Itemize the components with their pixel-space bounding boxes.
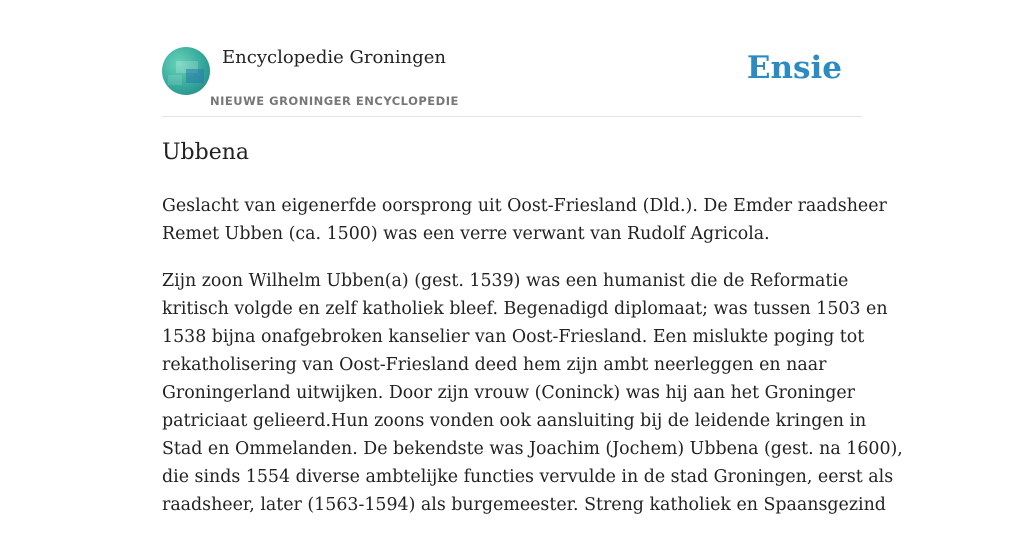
paragraph-line: patriciaat gelieerd.Hun zoons vonden ook aansluiting bij de leidende kringen in: [162, 411, 867, 431]
site-subtitle: NIEUWE GRONINGER ENCYCLOPEDIE: [210, 94, 459, 108]
site-header: [162, 0, 862, 117]
encyclopedie-groningen-logo-icon[interactable]: [162, 47, 210, 95]
page-title: Ubbena: [162, 140, 250, 165]
paragraph-line: Geslacht van eigenerfde oorsprong uit Oost-Friesland (Dld.). De Emder raadsheer: [162, 196, 887, 216]
logo-shape: [186, 69, 204, 83]
paragraph-line: Groningerland uitwijken. Door zijn vrouw (Coninck) was hij aan het Groninger: [162, 383, 855, 403]
site-title[interactable]: Encyclopedie Groningen: [222, 47, 447, 68]
paragraph-line: kritisch volgde en zelf katholiek bleef. Begenadigd diplomaat; was tussen 1503 en: [162, 299, 888, 319]
article-body: [162, 192, 903, 538]
paragraph-line: 1538 bijna onafgebroken kanselier van Oost-Friesland. Een mislukte poging tot: [162, 327, 865, 347]
article-paragraph: [162, 267, 903, 519]
paragraph-line: Remet Ubben (ca. 1500) was een verre verwant van Rudolf Agricola.: [162, 224, 770, 244]
article-paragraph: [162, 192, 887, 248]
logo-shape: [168, 75, 182, 85]
paragraph-line: die sinds 1554 diverse ambtelijke functies vervulde in de stad Groningen, eerst als: [162, 467, 894, 487]
paragraph-line: Zijn zoon Wilhelm Ubben(a) (gest. 1539) was een humanist die de Reformatie: [162, 271, 849, 291]
paragraph-line: raadsheer, later (1563-1594) als burgemeester. Streng katholiek en Spaansgezind: [162, 495, 886, 515]
paragraph-line: rekatholisering van Oost-Friesland deed hem zijn ambt neerleggen en naar: [162, 355, 827, 375]
ensie-brand-link[interactable]: Ensie: [746, 50, 842, 86]
paragraph-line: Stad en Ommelanden. De bekendste was Joachim (Jochem) Ubbena (gest. na 1600),: [162, 439, 903, 459]
